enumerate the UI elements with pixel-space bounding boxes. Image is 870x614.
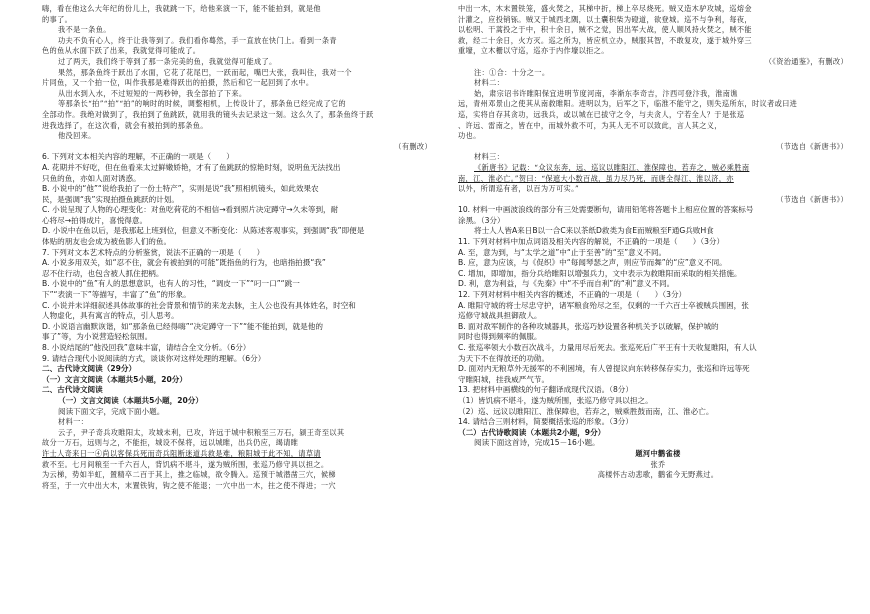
text-line: B. 小说中的“鱼”有人的思想意识，也有人的习性，“调皮一下”“叼一口”“跳一	[42, 279, 300, 289]
text-line: 只鱼的鱼，亦如人面对诱惑。	[42, 173, 141, 183]
text-line: 嗨，看在他这么大年纪的份儿上，我就跳一下，给他来演一下，能不能拍到，就是他	[42, 4, 321, 13]
text-line: 过了两天，我们终于等到了那一条完美的鱼，我就觉得可能成了。	[58, 56, 277, 66]
text-line: 守睢阳城，挂我威严气节。	[458, 374, 550, 384]
text-line: 7. 下列对文本艺术特点的分析鉴赏，说法不正确的一项是（ ）	[42, 247, 265, 257]
text-line: 色的鱼从水面下跃了出来，我就觉得可能成了。	[42, 46, 201, 56]
text-line: 注：①合：十分之一。	[474, 67, 550, 77]
text-line: 材料二：	[474, 78, 505, 88]
text-line: 等那条长“拍”“拍”“拍”的响时的时候，调整相机，上传设计了，那条鱼已经完成了它的	[58, 99, 346, 109]
text-line: C. 小说呈现了人物的心理变化：对鱼吃荷花的不相信→看到照片决定蹲守→久未等到，耐	[42, 205, 339, 215]
text-line: （节选自《新唐书》）	[776, 141, 848, 151]
text-line: 以外，所谓巡有者，以百为万可实。”	[458, 184, 580, 194]
text-line: D. 利，意为利益，与《先秦》中“不乎而自利”的“利”意义不同。	[458, 279, 675, 289]
text-line: D. 小说语言幽默诙谐，如“那条鱼已经得嗨”“决定蹲守一下”“能不能拍到，就是他的	[42, 321, 323, 331]
text-line: 人物虚化，具有寓言的特点，引人思考。	[42, 311, 179, 321]
text-line: 8. 小说结尾的“他没回我”意味丰富，请结合全文分析。（6分）	[42, 343, 251, 352]
text-line: （一）文言文阅读（本题共5小题，20分）	[42, 374, 187, 384]
text-line: （一）文言文阅读（本题共5小题，20分）	[58, 395, 203, 405]
text-line: 将至，于一穴中出大木，末置铁钩，钩之使不能退；一穴中出一木，拄之使不得进；一穴	[42, 480, 336, 490]
text-line: D. 小说中在鱼以后，是我那起上班到位，但意义不断变化：从陈述客观事实，到强调“我”即便是	[42, 226, 365, 236]
text-line: （《资治通鉴》，有删改）	[764, 56, 848, 66]
text-line: 9. 请结合现代小说阅读的方式，谈谈你对这样处理的理解。（6分）	[42, 353, 266, 363]
text-line: （节选自《新唐书》）	[776, 194, 848, 204]
text-line: 巡修守城战具担御敌人。	[458, 311, 542, 321]
text-line: 下”“表演一下”等描写，丰富了“鱼”的形象。	[42, 290, 191, 300]
text-line: 《新唐书》记载：“众议东奔，远、巡议以睢阳江、淮保障也，若弃之，贼必乘胜南	[474, 162, 750, 172]
text-line: A. 睢阳守城的将士尽忠守护，诸军粮食殆尽之至，仅剩的一千六百士卒被贼兵围困，张	[458, 300, 749, 310]
text-line: 中出一木，木末置铁笼，盛火焚之，其梯中折，梯上卒尽烧死。贼又造木驴攻城，巡熔金	[458, 4, 752, 13]
text-line: （2）巡、远议以睢阳江、淮保障也，若弃之，贼乘胜鼓而南，江、淮必亡。	[458, 406, 714, 416]
text-line: 10. 材料一中画波浪线的部分有三处需要断句，请用铅笔将答题卡上相应位置的答案标号	[458, 205, 754, 215]
text-line: 以松明、干蒿投之于中，积十余日，贼不之觉，因出军大战，使人顺风持火焚之，贼不能	[458, 25, 752, 35]
text-line: 12. 下列对材料中相关内容的概述，不正确的一项是（ ）（3分）	[458, 290, 687, 300]
text-line: 片同鱼，又一个拍一位，叫作我那是难得跃出的拍摄，然后和它一起回到了水中。	[42, 78, 314, 88]
text-line: C. 增加，即增加，指分兵给睢阳以增强兵力，文中表示为救睢阳而采取的相关措施。	[458, 268, 742, 278]
text-line: 将士人人皆A来日B以一合C来以茶纸D救类为食E而贼粮至F通G兵败H食	[474, 226, 714, 236]
text-line: 材料三：	[474, 152, 505, 162]
text-line: B. 面对敌军制作的各种攻城器具，张巡巧妙设置各种机关予以破解，保护城的	[458, 321, 719, 331]
text-line: 云子，尹子奇兵攻睢阳太，攻城未利，已攻，许远于城中积粮至三万石，颍王奇至以其	[58, 427, 345, 437]
text-line: A. 至，意为到，与“太学之道”中“止于至善”的“至”意义不同。	[458, 247, 667, 257]
text-line: 高楼怀古动悲歌，鹳雀今无野燕过。	[597, 470, 719, 480]
text-line: 远，青州邓景山之使其从南救睢阳。进明以为，后军之下，临淮不能守之，则失巡所东，时议者或曰进	[458, 99, 798, 109]
text-line: 从出水到入水，不过短短的一两秒钟，我全部拍了下来。	[58, 88, 247, 98]
text-line: 全部动作。我绝对做到了，我拍到了鱼跳跃，就用我的镜头去记录这一刻。这么久了，那条鱼终于跃	[42, 109, 374, 119]
text-line: 事了”等，为小说营造轻松氛围。	[42, 332, 153, 342]
text-line: 题河中鹳雀楼	[635, 448, 681, 458]
text-line: 13. 把材料中画横线的句子翻译成现代汉语。（8分）	[458, 385, 633, 395]
text-line: 救，经二十余日，火方灭。巡之所为，皆应机立办，贼服其智，不敢复攻，遂于城外穿三	[458, 35, 752, 45]
text-line: C. 张巡率领大小数百次战斗，力量用尽后死去。张巡死后广平王有十天收复睢阳，有人认	[458, 343, 757, 352]
text-line: 为云梯，势如半虹，置精卒二百于其上，推之临城，欲令腾入。巡预于城潜凿三穴，候梯	[42, 470, 336, 480]
text-line: 同时也得到频率的佩服。	[458, 332, 542, 342]
text-line: C. 小说并未详细叙述具体故事的社会背景和情节的来龙去脉，主人公也没有具体姓名，时空和	[42, 300, 356, 310]
text-line: 救不至。七月间粮至一千六百人，背饥病不堪斗，遂为贼所围，张巡乃修守具以担之。	[42, 459, 329, 469]
text-line: 阅读下面这首诗，完成15－16小题。	[474, 438, 600, 448]
text-line: 我不是一条鱼。	[58, 25, 111, 35]
text-line: 进我选择了，在这次看，就会有被拍到的那条鱼。	[42, 120, 208, 130]
text-line: 巡，实将自存其贪功，远我兵，或以城在已拔守之令，与夫贪人，宁若全人？于是张巡	[458, 109, 745, 119]
text-line: 许士人奇来日一④尚以客保兵死而奇兵阻断迷道兵救是难，粮阳城于此不知，请草请	[42, 448, 321, 458]
text-line: B. 应，意为应该，与《促织》中“每闻琴瑟之声，则应节而舞”的“应”意义不同。	[458, 258, 727, 268]
text-line: A. 小说多用双关，如“忍不住，就会有被拍到的可能”既指鱼的行为，也暗指拍摄“我”	[42, 258, 326, 268]
text-line: 14. 请结合三则材料，简要概括张巡的形象。（3分）	[458, 417, 633, 427]
left-column	[42, 4, 442, 491]
text-line: 始，肃宗诏书许睢阳保宜进明节度河南，李渐东李奇吉，汴西可登汴我，淮南谯	[474, 88, 738, 98]
text-line: 民，是强调“我”实现拍摄鱼跳跃的计划。	[42, 194, 179, 204]
right-column	[458, 4, 858, 481]
text-line: 的事了。	[42, 14, 73, 24]
text-line: 心将尽→拍得成片，喜悦得意。	[42, 215, 148, 225]
text-line: 为天下不在得放还的功勋。	[458, 353, 550, 363]
text-line: 功夫不负有心人，终于让我等到了。我们看你蓦然，手一直放在快门上。看到一条青	[58, 35, 337, 45]
text-line: 张乔	[650, 459, 666, 469]
text-line: （有删改）	[394, 141, 432, 151]
text-line: 二、古代诗文阅读（29分）	[42, 364, 137, 374]
text-line: 果然，那条鱼终于跃出了水面，它花了花尾巴，一跃而起，嘴巴大张，我叫住，我对一个	[58, 67, 352, 77]
text-line: 二、古代诗文阅读	[42, 385, 103, 395]
text-line: 6. 下列对文本相关内容的理解，不正确的一项是（ ）	[42, 152, 234, 162]
text-line: 、许远、雷南之，皆在中，而城外救不可，为其人无不可以致此，言人其之义，	[458, 120, 722, 130]
text-line: 材料一：	[58, 417, 89, 427]
text-line: 涂黑。（3分）	[458, 215, 505, 225]
text-line: 汁灌之，应投销铄。贼又于城西北隅，以土囊积柴为磴道，欲登城。巡不与争利，每夜，	[458, 14, 752, 24]
text-line: 功也。	[458, 131, 481, 141]
text-line: A. 花期并不好吃，但在鱼看来太过鲜嫩娇艳，才有了鱼跳跃的惊艳时刻，说明鱼无法找出	[42, 162, 341, 172]
text-line: 重壕，立木栅以守巡，巡亦于内作壕以拒之。	[458, 46, 609, 56]
text-line: 南，江、淮必亡。”贺曰：“保遮大小数百战，虽力尽乃死，而唐全得江、淮以济，亦	[458, 173, 734, 183]
text-line: 他没回来。	[58, 131, 96, 141]
text-line: 忍不住行动，也包含被人抓住把柄。	[42, 268, 164, 278]
text-line: D. 面对内无粮草外无援军的不利困境，有人曾提议向东转移保存实力，张巡和许远等死	[458, 364, 750, 374]
text-line: 阅读下面文字，完成下面小题。	[58, 406, 165, 416]
text-line: （1）皆饥病不堪斗，遂为贼所围，张巡乃修守具以担之。	[458, 395, 653, 405]
text-line: B. 小说中的“他”“说给我拍了一份土特产”，实则是说“我”照相机镜头，如此效果农	[42, 184, 319, 194]
text-line: 故分一万石，远则与之，不能拒，城设不保将，远以城睢，出兵仍应，竭请睢	[42, 438, 299, 448]
text-line: 11. 下列对材料中加点词语及相关内容的解说，不正确的一项是（ ）（3分）	[458, 237, 725, 247]
text-line: （二）古代诗歌阅读（本题共2小题，9分）	[458, 427, 606, 437]
text-line: 体贴的朋友也会成为被鱼影人们的鱼。	[42, 237, 172, 247]
